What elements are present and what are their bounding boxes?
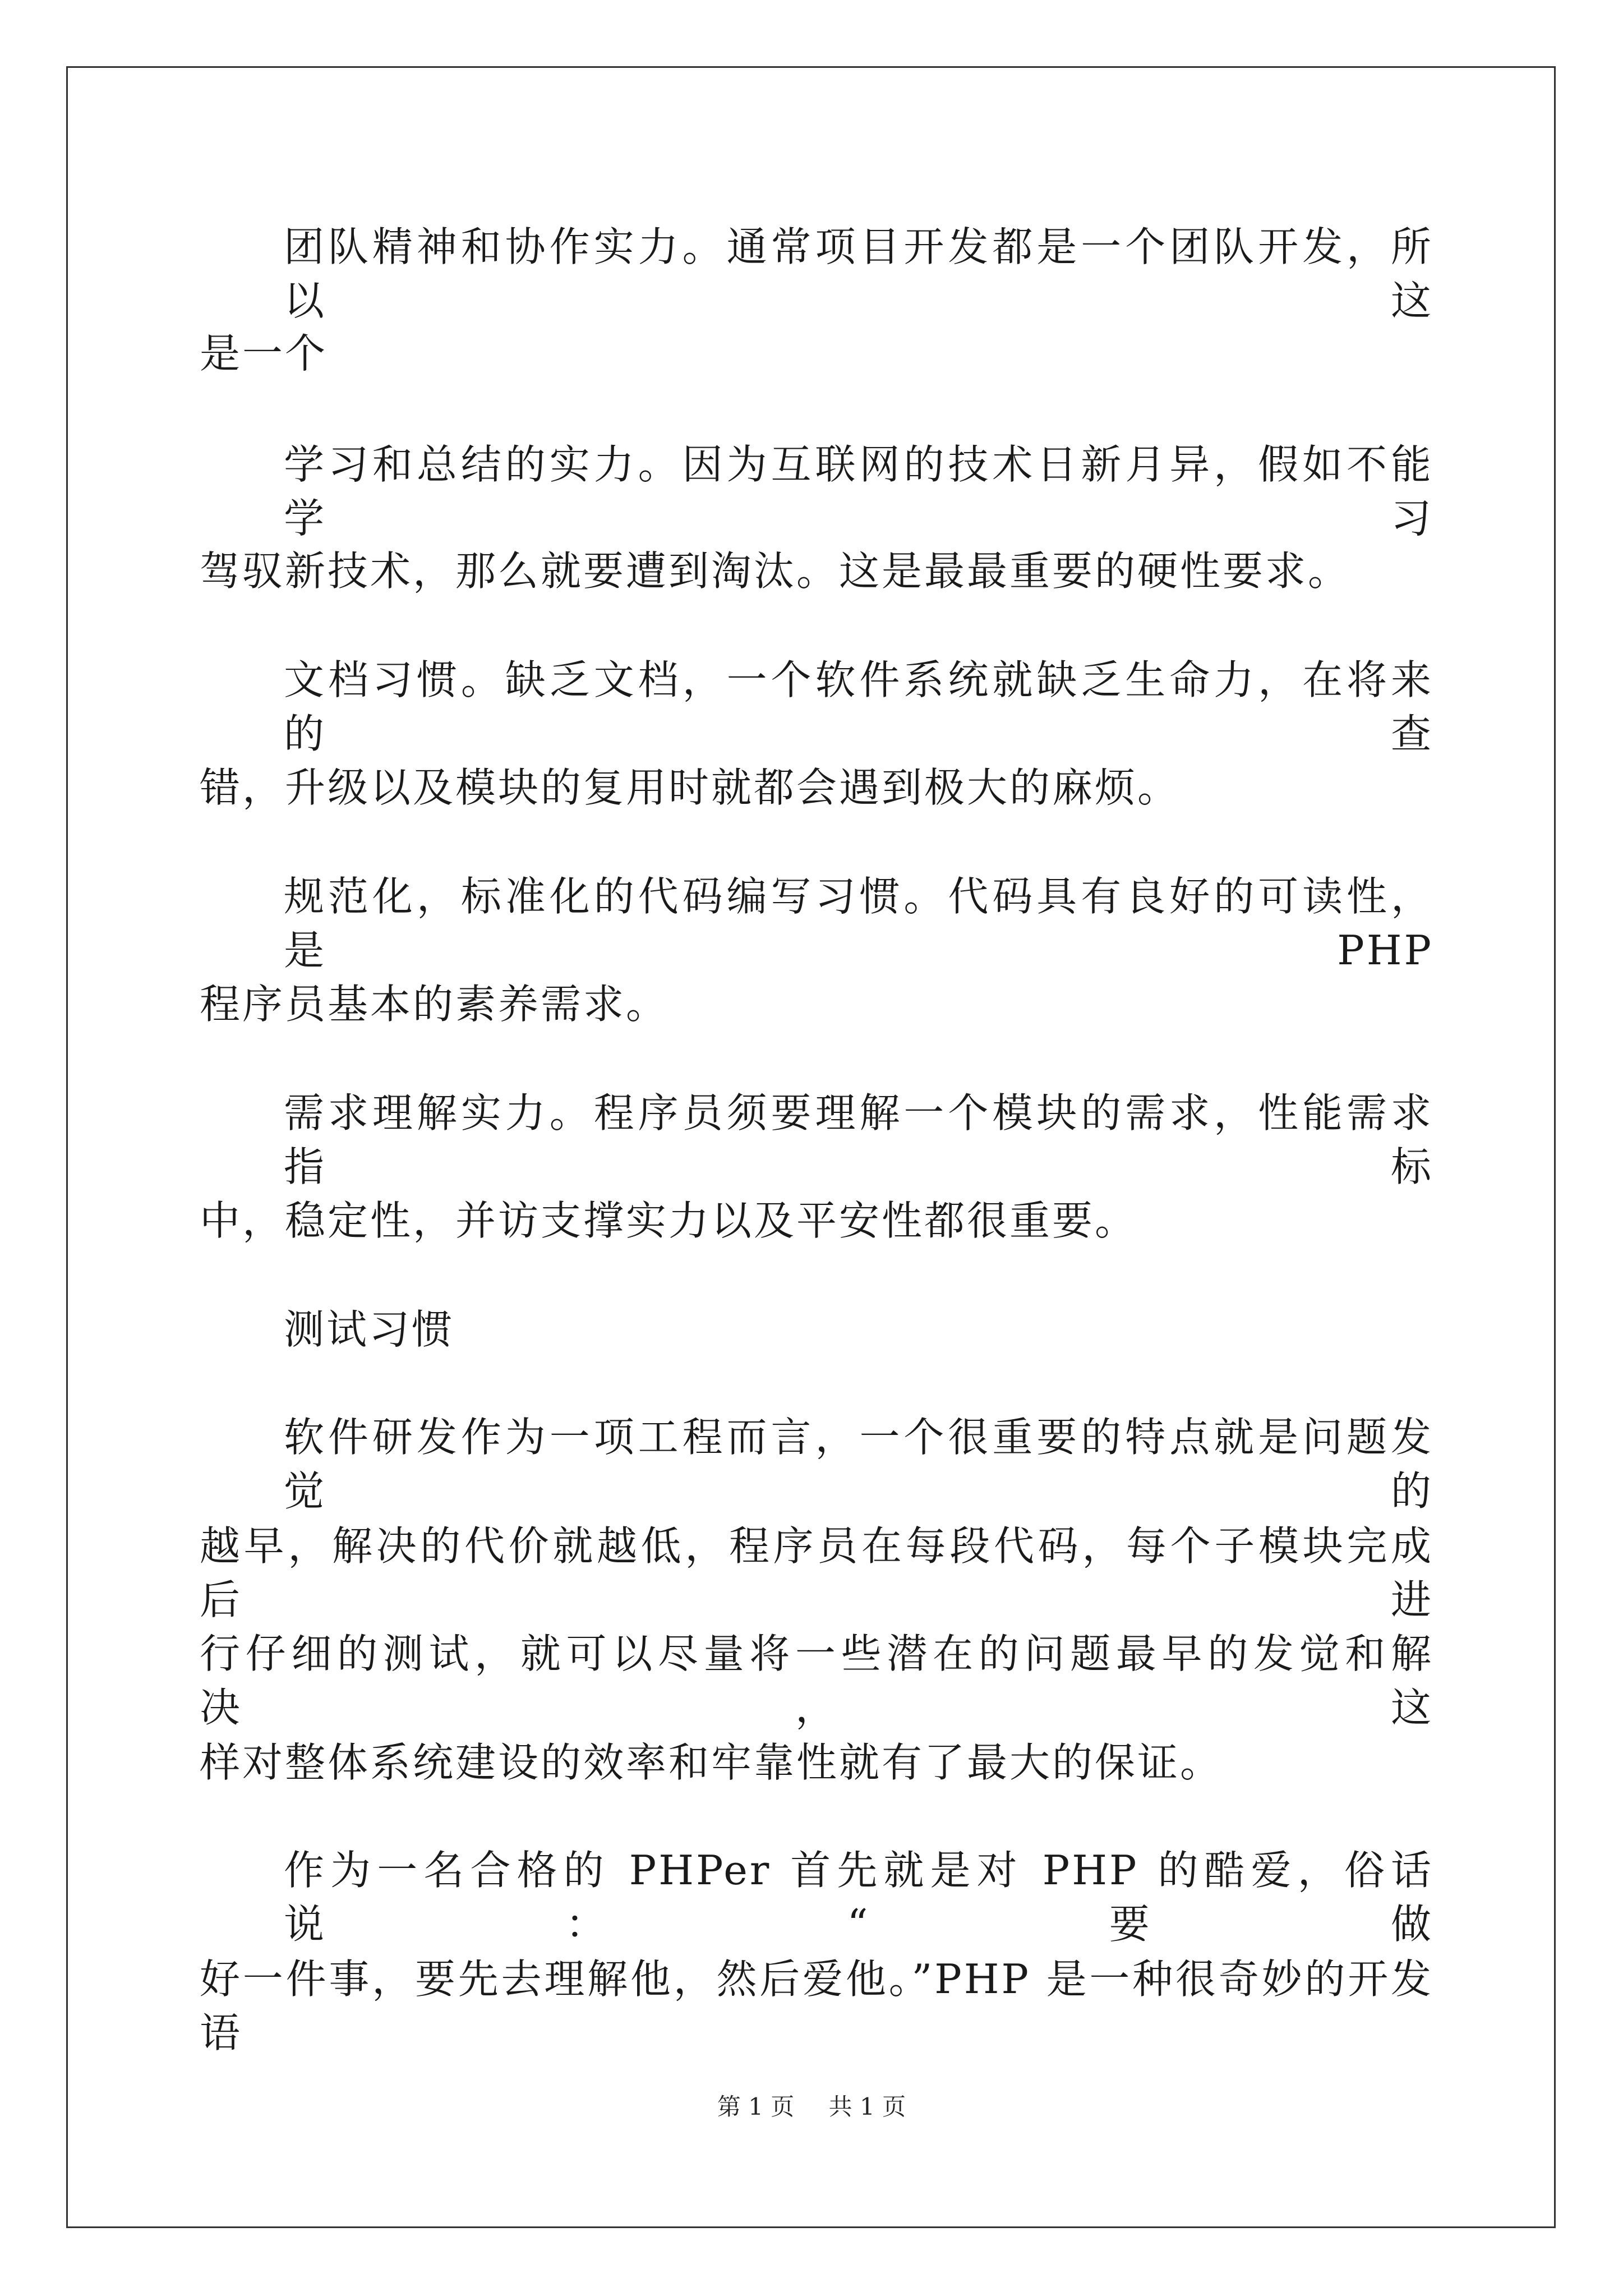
page-footer <box>0 2090 1623 2124</box>
paragraph-requirements-line-1: 需求理解实力。程序员须要理解一个模块的需求，性能需求指标 <box>284 1089 1433 1190</box>
paragraph-docs-line-1: 文档习惯。缺乏文档，一个软件系统就缺乏生命力，在将来的查 <box>284 656 1433 757</box>
paragraph-phper-line-2: 好一件事，要先去理解他，然后爱他。”PHP 是一种很奇妙的开发语 <box>200 1955 1433 2056</box>
section-heading-testing: 测试习惯 <box>284 1306 455 1353</box>
paragraph-phper-line-1: 作为一名合格的 PHPer 首先就是对 PHP 的酷爱，俗话说：“要做 <box>284 1847 1433 1948</box>
paragraph-coding-style-line-1: 规范化，标准化的代码编写习惯。代码具有良好的可读性，是 PHP <box>284 873 1433 974</box>
paragraph-requirements-line-2: 中，稳定性，并访支撑实力以及平安性都很重要。 <box>200 1197 1138 1244</box>
paragraph-testing-line-1: 软件研发作为一项工程而言，一个很重要的特点就是问题发觉的 <box>284 1414 1433 1515</box>
paragraph-testing-line-2: 越早，解决的代价就越低，程序员在每段代码，每个子模块完成后进 <box>200 1522 1433 1623</box>
paragraph-teamwork-line-1: 团队精神和协作实力。通常项目开发都是一个团队开发，所以这 <box>284 223 1433 324</box>
paragraph-docs-line-2: 错，升级以及模块的复用时就都会遇到极大的麻烦。 <box>200 764 1181 811</box>
paragraph-coding-style-line-2: 程序员基本的素养需求。 <box>200 981 669 1028</box>
paragraph-testing-line-4: 样对整体系统建设的效率和牢靠性就有了最大的保证。 <box>200 1739 1223 1786</box>
paragraph-learning-line-1: 学习和总结的实力。因为互联网的技术日新月异，假如不能学习 <box>284 441 1433 542</box>
paragraph-testing-line-3: 行仔细的测试，就可以尽量将一些潜在的问题最早的发觉和解决，这 <box>200 1630 1433 1731</box>
paragraph-teamwork-line-2: 是一个 <box>200 330 328 377</box>
paragraph-learning-line-2: 驾驭新技术，那么就要遭到淘汰。这是最最重要的硬性要求。 <box>200 547 1351 595</box>
page-number: 第 1 页 <box>717 2093 795 2120</box>
page-total: 共 1 页 <box>828 2093 906 2120</box>
